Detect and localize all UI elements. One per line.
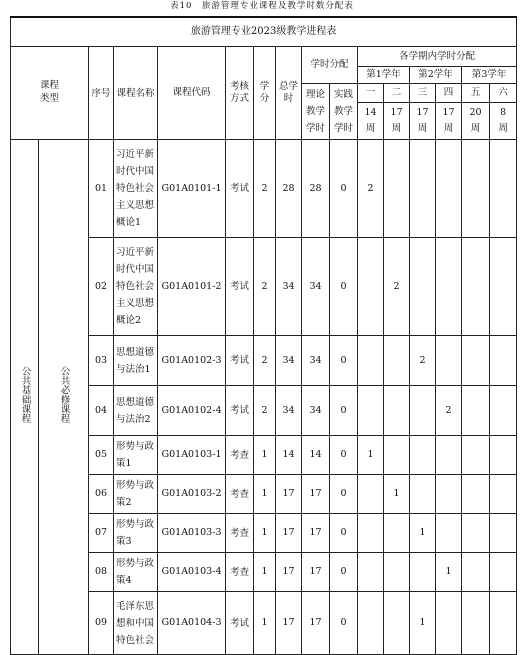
term-6-hours-cell: [490, 553, 517, 592]
seq-cell: 09: [89, 592, 114, 655]
exam-mode-cell: 考试: [226, 592, 254, 655]
term-5-hours-cell: [462, 436, 490, 475]
theory-hours-cell: 17: [302, 553, 330, 592]
term-6-hours-cell: [490, 140, 517, 238]
term-5-hours-cell: [462, 592, 490, 655]
credits-cell: 2: [254, 140, 276, 238]
term-6-hours-cell: [490, 436, 517, 475]
header-hour-distribution: 学时分配: [302, 47, 358, 84]
header-weeks-5: 20 周: [462, 102, 490, 139]
credits-cell: 2: [254, 336, 276, 386]
term-5-hours-cell: [462, 386, 490, 436]
seq-cell: 05: [89, 436, 114, 475]
term-1-hours-cell: [358, 553, 384, 592]
term-1-hours-cell: [358, 386, 384, 436]
theory-hours-cell: 17: [302, 514, 330, 553]
course-name-cell: 习近平新时代中国特色社会主义思想概论2: [114, 238, 158, 336]
exam-mode-cell: 考查: [226, 436, 254, 475]
total-hours-cell: 34: [276, 238, 302, 336]
course-code-cell: G01A0104-3: [158, 592, 226, 655]
seq-cell: 07: [89, 514, 114, 553]
theory-hours-cell: 17: [302, 592, 330, 655]
header-seq: 序号: [89, 47, 114, 140]
total-hours-cell: 34: [276, 386, 302, 436]
term-5-hours-cell: [462, 553, 490, 592]
course-code-cell: G01A0103-4: [158, 553, 226, 592]
header-weeks-4: 17 周: [436, 102, 462, 139]
exam-mode-cell: 考试: [226, 336, 254, 386]
term-6-hours-cell: [490, 386, 517, 436]
course-code-cell: G01A0101-2: [158, 238, 226, 336]
practice-hours-cell: 0: [330, 238, 358, 336]
term-3-hours-cell: 1: [410, 592, 436, 655]
term-4-hours-cell: 2: [436, 386, 462, 436]
term-5-hours-cell: [462, 238, 490, 336]
header-term-1: 一: [358, 84, 384, 103]
term-6-hours-cell: [490, 238, 517, 336]
header-term-3: 三: [410, 84, 436, 103]
course-code-cell: G01A0103-2: [158, 475, 226, 514]
term-2-hours-cell: [384, 514, 410, 553]
term-4-hours-cell: [436, 514, 462, 553]
table-row: [11, 140, 517, 238]
term-3-hours-cell: 1: [410, 514, 436, 553]
total-hours-cell: 17: [276, 553, 302, 592]
exam-mode-cell: 考查: [226, 475, 254, 514]
seq-cell: 02: [89, 238, 114, 336]
seq-cell: 01: [89, 140, 114, 238]
header-course-type: 课程类型: [11, 47, 89, 140]
credits-cell: 2: [254, 238, 276, 336]
term-5-hours-cell: [462, 140, 490, 238]
practice-hours-cell: 0: [330, 336, 358, 386]
course-name-cell: 形势与政策1: [114, 436, 158, 475]
seq-cell: 04: [89, 386, 114, 436]
term-1-hours-cell: [358, 514, 384, 553]
term-3-hours-cell: [410, 140, 436, 238]
term-2-hours-cell: [384, 553, 410, 592]
term-4-hours-cell: [436, 238, 462, 336]
header-total-hours: 总学时: [276, 47, 302, 140]
practice-hours-cell: 0: [330, 140, 358, 238]
header-term-5: 五: [462, 84, 490, 103]
term-6-hours-cell: [490, 514, 517, 553]
term-4-hours-cell: [436, 336, 462, 386]
header-weeks-1: 14 周: [358, 102, 384, 139]
credits-cell: 1: [254, 514, 276, 553]
term-4-hours-cell: [436, 436, 462, 475]
term-6-hours-cell: [490, 592, 517, 655]
term-2-hours-cell: [384, 336, 410, 386]
theory-hours-cell: 14: [302, 436, 330, 475]
practice-hours-cell: 0: [330, 475, 358, 514]
term-4-hours-cell: [436, 475, 462, 514]
term-1-hours-cell: [358, 592, 384, 655]
exam-mode-cell: 考试: [226, 238, 254, 336]
term-3-hours-cell: 2: [410, 336, 436, 386]
theory-hours-cell: 34: [302, 386, 330, 436]
course-name-cell: 形势与政策3: [114, 514, 158, 553]
exam-mode-cell: 考查: [226, 514, 254, 553]
header-term-6: 六: [490, 84, 517, 103]
term-1-hours-cell: [358, 238, 384, 336]
header-term-4: 四: [436, 84, 462, 103]
total-hours-cell: 34: [276, 336, 302, 386]
total-hours-cell: 17: [276, 514, 302, 553]
term-2-hours-cell: [384, 592, 410, 655]
total-hours-cell: 17: [276, 592, 302, 655]
term-2-hours-cell: 2: [384, 238, 410, 336]
term-5-hours-cell: [462, 475, 490, 514]
credits-cell: 1: [254, 475, 276, 514]
course-name-cell: 形势与政策4: [114, 553, 158, 592]
term-2-hours-cell: [384, 386, 410, 436]
header-weeks-6: 8 周: [490, 102, 517, 139]
seq-cell: 03: [89, 336, 114, 386]
course-name-cell: 毛泽东思想和中国特色社会: [114, 592, 158, 655]
theory-hours-cell: 34: [302, 336, 330, 386]
course-code-cell: G01A0101-1: [158, 140, 226, 238]
table-caption: 表10 旅游管理专业课程及教学时数分配表: [170, 1, 354, 11]
header-exam-mode: 考核方式: [226, 47, 254, 140]
course-code-cell: G01A0102-3: [158, 336, 226, 386]
term-4-hours-cell: 1: [436, 553, 462, 592]
teaching-schedule-table: [10, 16, 517, 655]
header-course-code: 课程代码: [158, 47, 226, 140]
header-credits: 学分: [254, 47, 276, 140]
term-2-hours-cell: [384, 436, 410, 475]
header-year-3: 第3学年: [462, 67, 517, 84]
course-code-cell: G01A0103-3: [158, 514, 226, 553]
term-1-hours-cell: 1: [358, 436, 384, 475]
category-cell: 公共基础课程: [11, 140, 39, 655]
header-theory-hours: 理论教学学时: [302, 84, 330, 140]
course-name-cell: 习近平新时代中国特色社会主义思想概论1: [114, 140, 158, 238]
credits-cell: 2: [254, 386, 276, 436]
term-3-hours-cell: [410, 553, 436, 592]
course-code-cell: G01A0102-4: [158, 386, 226, 436]
term-5-hours-cell: [462, 514, 490, 553]
term-1-hours-cell: [358, 475, 384, 514]
term-4-hours-cell: [436, 592, 462, 655]
practice-hours-cell: 0: [330, 436, 358, 475]
credits-cell: 1: [254, 553, 276, 592]
course-name-cell: 思想道德与法治1: [114, 336, 158, 386]
exam-mode-cell: 考试: [226, 140, 254, 238]
credits-cell: 1: [254, 436, 276, 475]
term-6-hours-cell: [490, 475, 517, 514]
credits-cell: 1: [254, 592, 276, 655]
term-1-hours-cell: [358, 336, 384, 386]
term-5-hours-cell: [462, 336, 490, 386]
term-3-hours-cell: [410, 475, 436, 514]
header-year-2: 第2学年: [410, 67, 462, 84]
term-3-hours-cell: [410, 386, 436, 436]
header-weeks-3: 17 周: [410, 102, 436, 139]
term-1-hours-cell: 2: [358, 140, 384, 238]
theory-hours-cell: 28: [302, 140, 330, 238]
header-practice-hours: 实践教学学时: [330, 84, 358, 140]
course-name-cell: 思想道德与法治2: [114, 386, 158, 436]
header-weeks-2: 17 周: [384, 102, 410, 139]
practice-hours-cell: 0: [330, 386, 358, 436]
term-4-hours-cell: [436, 140, 462, 238]
header-semester-distribution: 各学期内学时分配: [358, 47, 517, 67]
term-2-hours-cell: 1: [384, 475, 410, 514]
course-name-cell: 形势与政策2: [114, 475, 158, 514]
total-hours-cell: 14: [276, 436, 302, 475]
seq-cell: 06: [89, 475, 114, 514]
table-title: 旅游管理专业2023级教学进程表: [11, 17, 517, 47]
theory-hours-cell: 17: [302, 475, 330, 514]
total-hours-cell: 17: [276, 475, 302, 514]
header-course-name: 课程名称: [114, 47, 158, 140]
exam-mode-cell: 考试: [226, 386, 254, 436]
theory-hours-cell: 34: [302, 238, 330, 336]
term-3-hours-cell: [410, 238, 436, 336]
subcategory-cell: 公共必修课程: [39, 140, 89, 655]
seq-cell: 08: [89, 553, 114, 592]
term-2-hours-cell: [384, 140, 410, 238]
term-6-hours-cell: [490, 336, 517, 386]
exam-mode-cell: 考查: [226, 553, 254, 592]
course-code-cell: G01A0103-1: [158, 436, 226, 475]
practice-hours-cell: 0: [330, 514, 358, 553]
practice-hours-cell: 0: [330, 553, 358, 592]
header-year-1: 第1学年: [358, 67, 410, 84]
header-term-2: 二: [384, 84, 410, 103]
practice-hours-cell: 0: [330, 592, 358, 655]
term-3-hours-cell: [410, 436, 436, 475]
total-hours-cell: 28: [276, 140, 302, 238]
